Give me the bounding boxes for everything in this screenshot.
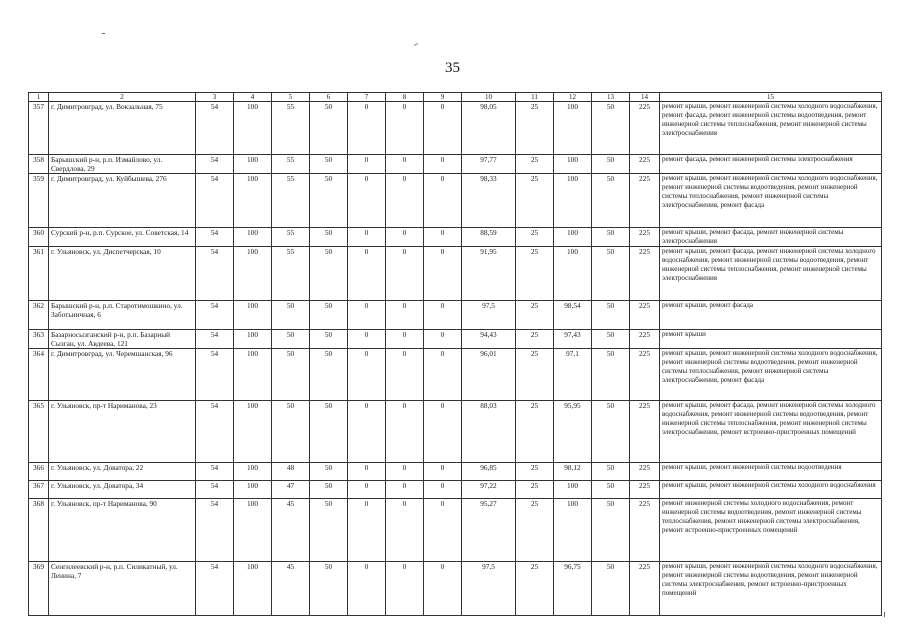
row-number-cell: 365 xyxy=(29,401,49,463)
value-cell: 48 xyxy=(272,463,310,481)
value-cell: 50 xyxy=(592,247,630,301)
row-number-cell: 367 xyxy=(29,481,49,499)
value-cell: 50 xyxy=(592,349,630,401)
value-cell: 0 xyxy=(424,330,462,349)
value-cell: 50 xyxy=(592,330,630,349)
value-cell: 50 xyxy=(272,330,310,349)
value-cell: 25 xyxy=(516,499,554,562)
row-number-cell: 363 xyxy=(29,330,49,349)
value-cell: 0 xyxy=(348,401,386,463)
value-cell: 100 xyxy=(234,174,272,228)
value-cell: 100 xyxy=(234,499,272,562)
address-cell: Сенгилеевский р-н, р.п. Силикатный, ул. Ленина, 7 xyxy=(49,562,196,616)
value-cell: 100 xyxy=(234,349,272,401)
value-cell: 225 xyxy=(630,301,660,330)
value-cell: 50 xyxy=(310,155,348,174)
value-cell: 0 xyxy=(424,102,462,155)
scan-speck xyxy=(414,43,418,46)
value-cell: 100 xyxy=(234,481,272,499)
value-cell: 100 xyxy=(554,481,592,499)
value-cell: 100 xyxy=(234,155,272,174)
value-cell: 100 xyxy=(234,562,272,616)
value-cell: 25 xyxy=(516,301,554,330)
works-cell: ремонт крыши, ремонт инженерной системы холодного водоснабжения, ремонт инженерной системы водоотведения, ремонт инженерной системы теплоснабжения, ремонт инженерной системы электроснабжения, ремонт фасада xyxy=(660,349,882,401)
column-header: 11 xyxy=(516,93,554,102)
value-cell: 0 xyxy=(424,155,462,174)
column-number-row xyxy=(29,93,882,102)
value-cell: 50 xyxy=(592,499,630,562)
row-number-cell: 361 xyxy=(29,247,49,301)
row-number-cell: 369 xyxy=(29,562,49,616)
value-cell: 0 xyxy=(386,499,424,562)
value-cell: 225 xyxy=(630,463,660,481)
value-cell: 50 xyxy=(592,174,630,228)
value-cell: 225 xyxy=(630,228,660,247)
value-cell: 50 xyxy=(310,499,348,562)
value-cell: 0 xyxy=(424,174,462,228)
value-cell: 47 xyxy=(272,481,310,499)
value-cell: 100 xyxy=(554,247,592,301)
row-number-cell: 360 xyxy=(29,228,49,247)
value-cell: 55 xyxy=(272,102,310,155)
value-cell: 0 xyxy=(386,155,424,174)
value-cell: 50 xyxy=(310,401,348,463)
row-number-cell: 364 xyxy=(29,349,49,401)
column-header: 10 xyxy=(462,93,516,102)
value-cell: 45 xyxy=(272,562,310,616)
value-cell: 55 xyxy=(272,155,310,174)
value-cell: 50 xyxy=(310,247,348,301)
table-row xyxy=(29,155,882,174)
value-cell: 50 xyxy=(310,330,348,349)
value-cell: 225 xyxy=(630,499,660,562)
value-cell: 0 xyxy=(348,499,386,562)
value-cell: 25 xyxy=(516,102,554,155)
value-cell: 95,27 xyxy=(462,499,516,562)
value-cell: 50 xyxy=(310,228,348,247)
value-cell: 97,5 xyxy=(462,562,516,616)
value-cell: 225 xyxy=(630,562,660,616)
value-cell: 50 xyxy=(592,401,630,463)
value-cell: 96,75 xyxy=(554,562,592,616)
value-cell: 25 xyxy=(516,481,554,499)
value-cell: 0 xyxy=(386,174,424,228)
row-number-cell: 358 xyxy=(29,155,49,174)
value-cell: 100 xyxy=(234,330,272,349)
value-cell: 0 xyxy=(348,330,386,349)
value-cell: 100 xyxy=(554,102,592,155)
value-cell: 50 xyxy=(310,301,348,330)
table-row xyxy=(29,228,882,247)
row-number-cell: 366 xyxy=(29,463,49,481)
value-cell: 50 xyxy=(310,349,348,401)
works-cell: ремонт фасада, ремонт инженерной системы электроснабжения xyxy=(660,155,882,174)
value-cell: 0 xyxy=(386,349,424,401)
value-cell: 100 xyxy=(234,228,272,247)
value-cell: 50 xyxy=(310,102,348,155)
value-cell: 98,33 xyxy=(462,174,516,228)
value-cell: 50 xyxy=(592,463,630,481)
value-cell: 0 xyxy=(386,330,424,349)
value-cell: 50 xyxy=(272,349,310,401)
column-header: 4 xyxy=(234,93,272,102)
value-cell: 97,5 xyxy=(462,301,516,330)
row-number-cell: 357 xyxy=(29,102,49,155)
value-cell: 54 xyxy=(196,301,234,330)
value-cell: 225 xyxy=(630,330,660,349)
value-cell: 225 xyxy=(630,401,660,463)
value-cell: 50 xyxy=(592,481,630,499)
value-cell: 0 xyxy=(424,301,462,330)
value-cell: 98,54 xyxy=(554,301,592,330)
works-cell: ремонт крыши, ремонт инженерной системы холодного водоснабжения, ремонт инженерной системы водоотведения, ремонт инженерной системы теплоснабжения, ремонт инженерной системы электроснабжения, ремонт фасада xyxy=(660,174,882,228)
value-cell: 0 xyxy=(386,301,424,330)
value-cell: 0 xyxy=(424,463,462,481)
column-header: 13 xyxy=(592,93,630,102)
value-cell: 96,01 xyxy=(462,349,516,401)
value-cell: 0 xyxy=(348,301,386,330)
value-cell: 225 xyxy=(630,102,660,155)
table-row xyxy=(29,401,882,463)
works-cell: ремонт инженерной системы холодного водоснабжения, ремонт инженерной системы водоотведения, ремонт инженерной системы теплоснабжения, ремонт инженерной системы электроснабжения, ремонт встроенно-пристроенных помещений xyxy=(660,499,882,562)
value-cell: 0 xyxy=(424,349,462,401)
works-cell: ремонт крыши, ремонт инженерной системы водоотведения xyxy=(660,463,882,481)
value-cell: 0 xyxy=(424,499,462,562)
value-cell: 94,43 xyxy=(462,330,516,349)
value-cell: 0 xyxy=(348,562,386,616)
value-cell: 100 xyxy=(554,155,592,174)
works-cell: ремонт крыши, ремонт инженерной системы холодного водоснабжения, ремонт фасада, ремонт инженерной системы водоотведения, ремонт инженерной системы теплоснабжения, ремонт инженерной системы электроснабжения xyxy=(660,102,882,155)
value-cell: 50 xyxy=(310,481,348,499)
table-row xyxy=(29,499,882,562)
works-cell: ремонт крыши, ремонт инженерной системы холодного водоснабжения, ремонт инженерной системы водоотведения, ремонт инженерной системы электроснабжения, ремонт встроенно-пристроенных помещений xyxy=(660,562,882,616)
value-cell: 100 xyxy=(554,228,592,247)
column-header: 15 xyxy=(660,93,882,102)
table-row xyxy=(29,102,882,155)
value-cell: 25 xyxy=(516,330,554,349)
value-cell: 97,43 xyxy=(554,330,592,349)
value-cell: 0 xyxy=(424,247,462,301)
value-cell: 0 xyxy=(386,228,424,247)
value-cell: 100 xyxy=(234,247,272,301)
value-cell: 25 xyxy=(516,247,554,301)
table-row xyxy=(29,330,882,349)
value-cell: 0 xyxy=(386,102,424,155)
value-cell: 225 xyxy=(630,174,660,228)
value-cell: 50 xyxy=(592,228,630,247)
value-cell: 25 xyxy=(516,155,554,174)
value-cell: 100 xyxy=(554,174,592,228)
works-cell: ремонт крыши, ремонт фасада xyxy=(660,301,882,330)
column-header: 3 xyxy=(196,93,234,102)
value-cell: 0 xyxy=(424,481,462,499)
address-cell: г. Димитровград, ул. Куйбышева, 276 xyxy=(49,174,196,228)
value-cell: 25 xyxy=(516,174,554,228)
value-cell: 91,95 xyxy=(462,247,516,301)
value-cell: 98,12 xyxy=(554,463,592,481)
column-header: 7 xyxy=(348,93,386,102)
address-cell: Базарносызганский р-н, р.п. Базарный Сызган, ул. Авдеева, 121 xyxy=(49,330,196,349)
row-number-cell: 362 xyxy=(29,301,49,330)
value-cell: 100 xyxy=(554,499,592,562)
table-row xyxy=(29,481,882,499)
housing-register-table xyxy=(28,92,882,616)
value-cell: 0 xyxy=(424,401,462,463)
value-cell: 0 xyxy=(386,481,424,499)
value-cell: 225 xyxy=(630,247,660,301)
value-cell: 50 xyxy=(272,401,310,463)
address-cell: г. Ульяновск, пр-т Нариманова, 23 xyxy=(49,401,196,463)
value-cell: 100 xyxy=(234,102,272,155)
value-cell: 0 xyxy=(386,562,424,616)
value-cell: 225 xyxy=(630,349,660,401)
value-cell: 0 xyxy=(348,247,386,301)
value-cell: 95,95 xyxy=(554,401,592,463)
address-cell: Барышский р-н, р.п. Старотимошкино, ул. Заботьничная, 6 xyxy=(49,301,196,330)
page-number: 35 xyxy=(445,60,460,76)
row-number-cell: 368 xyxy=(29,499,49,562)
value-cell: 96,85 xyxy=(462,463,516,481)
value-cell: 54 xyxy=(196,481,234,499)
value-cell: 88,59 xyxy=(462,228,516,247)
value-cell: 0 xyxy=(348,463,386,481)
value-cell: 54 xyxy=(196,247,234,301)
value-cell: 0 xyxy=(386,247,424,301)
column-header: 6 xyxy=(310,93,348,102)
table-row xyxy=(29,247,882,301)
value-cell: 45 xyxy=(272,499,310,562)
column-header: 2 xyxy=(49,93,196,102)
value-cell: 0 xyxy=(386,463,424,481)
value-cell: 25 xyxy=(516,228,554,247)
address-cell: Сурский р-н, р.п. Сурское, ул. Советская, 14 xyxy=(49,228,196,247)
value-cell: 54 xyxy=(196,228,234,247)
value-cell: 0 xyxy=(348,349,386,401)
works-cell: ремонт крыши, ремонт фасада, ремонт инженерной системы холодного водоснабжения, ремонт инженерной системы водоотведения, ремонт инженерной системы теплоснабжения, ремонт инженерной системы электроснабжения xyxy=(660,247,882,301)
works-cell: ремонт крыши, ремонт фасада, ремонт инженерной системы электроснабжения xyxy=(660,228,882,247)
value-cell: 54 xyxy=(196,174,234,228)
works-cell: ремонт крыши, ремонт инженерной системы холодного водоснабжения xyxy=(660,481,882,499)
value-cell: 54 xyxy=(196,102,234,155)
works-cell: ремонт крыши xyxy=(660,330,882,349)
value-cell: 0 xyxy=(424,562,462,616)
address-cell: г. Ульяновск, ул. Доватора, 22 xyxy=(49,463,196,481)
value-cell: 50 xyxy=(592,562,630,616)
value-cell: 55 xyxy=(272,174,310,228)
address-cell: г. Ульяновск, пр-т Нариманова, 90 xyxy=(49,499,196,562)
table-row xyxy=(29,301,882,330)
works-cell: ремонт крыши, ремонт фасада, ремонт инженерной системы холодного водоснабжения, ремонт инженерной системы водоотведения, ремонт инженерной системы теплоснабжения, ремонт инженерной системы электроснабжения, ремонт встроенно-пристроенных помещений xyxy=(660,401,882,463)
value-cell: 225 xyxy=(630,155,660,174)
value-cell: 0 xyxy=(348,102,386,155)
value-cell: 50 xyxy=(592,301,630,330)
column-header: 12 xyxy=(554,93,592,102)
value-cell: 50 xyxy=(310,562,348,616)
column-header: 5 xyxy=(272,93,310,102)
address-cell: г. Димитровград, ул. Вокзальная, 75 xyxy=(49,102,196,155)
table-row xyxy=(29,463,882,481)
value-cell: 25 xyxy=(516,463,554,481)
address-cell: г. Димитровград, ул. Черемшанская, 96 xyxy=(49,349,196,401)
scan-speck xyxy=(884,612,885,617)
value-cell: 55 xyxy=(272,228,310,247)
address-cell: г. Ульяновск, ул. Доватора, 34 xyxy=(49,481,196,499)
value-cell: 100 xyxy=(234,463,272,481)
value-cell: 25 xyxy=(516,349,554,401)
column-header: 8 xyxy=(386,93,424,102)
value-cell: 0 xyxy=(348,174,386,228)
value-cell: 0 xyxy=(348,228,386,247)
address-cell: г. Ульяновск, ул. Диспетчерская, 10 xyxy=(49,247,196,301)
value-cell: 50 xyxy=(592,155,630,174)
value-cell: 100 xyxy=(234,401,272,463)
value-cell: 50 xyxy=(272,301,310,330)
value-cell: 0 xyxy=(424,228,462,247)
value-cell: 97,1 xyxy=(554,349,592,401)
value-cell: 100 xyxy=(234,301,272,330)
value-cell: 54 xyxy=(196,349,234,401)
value-cell: 50 xyxy=(310,174,348,228)
row-number-cell: 359 xyxy=(29,174,49,228)
table-row xyxy=(29,349,882,401)
value-cell: 0 xyxy=(348,155,386,174)
value-cell: 50 xyxy=(310,463,348,481)
address-cell: Барышский р-н, р.п. Измайлово, ул. Свердлова, 29 xyxy=(49,155,196,174)
value-cell: 54 xyxy=(196,499,234,562)
value-cell: 25 xyxy=(516,562,554,616)
column-header: 1 xyxy=(29,93,49,102)
value-cell: 97,22 xyxy=(462,481,516,499)
column-header: 14 xyxy=(630,93,660,102)
value-cell: 0 xyxy=(348,481,386,499)
value-cell: 54 xyxy=(196,401,234,463)
value-cell: 54 xyxy=(196,463,234,481)
table-row xyxy=(29,174,882,228)
value-cell: 55 xyxy=(272,247,310,301)
scan-speck xyxy=(102,33,105,34)
value-cell: 225 xyxy=(630,481,660,499)
value-cell: 98,05 xyxy=(462,102,516,155)
value-cell: 54 xyxy=(196,562,234,616)
value-cell: 54 xyxy=(196,330,234,349)
value-cell: 54 xyxy=(196,155,234,174)
value-cell: 0 xyxy=(386,401,424,463)
value-cell: 25 xyxy=(516,401,554,463)
table-row xyxy=(29,562,882,616)
value-cell: 50 xyxy=(592,102,630,155)
column-header: 9 xyxy=(424,93,462,102)
value-cell: 97,77 xyxy=(462,155,516,174)
value-cell: 88,03 xyxy=(462,401,516,463)
